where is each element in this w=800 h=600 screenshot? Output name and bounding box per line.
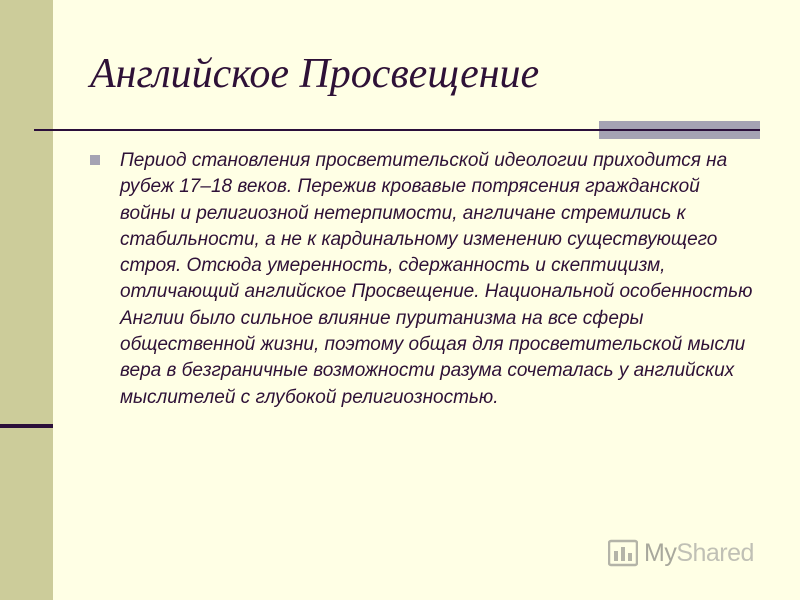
divider-accent-line (599, 129, 760, 131)
left-accent-line (0, 424, 53, 428)
watermark-logo (608, 536, 754, 570)
watermark-text-shared: Shared (676, 538, 754, 567)
slide-body (90, 148, 760, 411)
left-decorative-band (0, 0, 53, 600)
slide-title: Английское Просвещение (90, 51, 540, 97)
watermark-text (644, 539, 754, 568)
myshared-logo-icon (608, 538, 638, 568)
body-paragraph: Период становления просветительской идеологии приходится на рубеж 17–18 веков. Пережив кровавые потрясения гражданской войны и религиозной нетерпимости, англичане стремились к стабильности, а не к кардинальному изменению существующего строя. Отсюда умеренность, сдержанность и скептицизм, отличающий английское Просвещение. Национальной особенностью Англии было сильное влияние пуританизма на все сферы общественной жизни, поэтому общая для просветительской мысли вера в безграничные возможности разума сочеталась у английских мыслителей с глубокой религиозностью. (120, 150, 753, 408)
watermark-text-my: My (644, 538, 677, 567)
square-bullet-icon (90, 155, 100, 165)
